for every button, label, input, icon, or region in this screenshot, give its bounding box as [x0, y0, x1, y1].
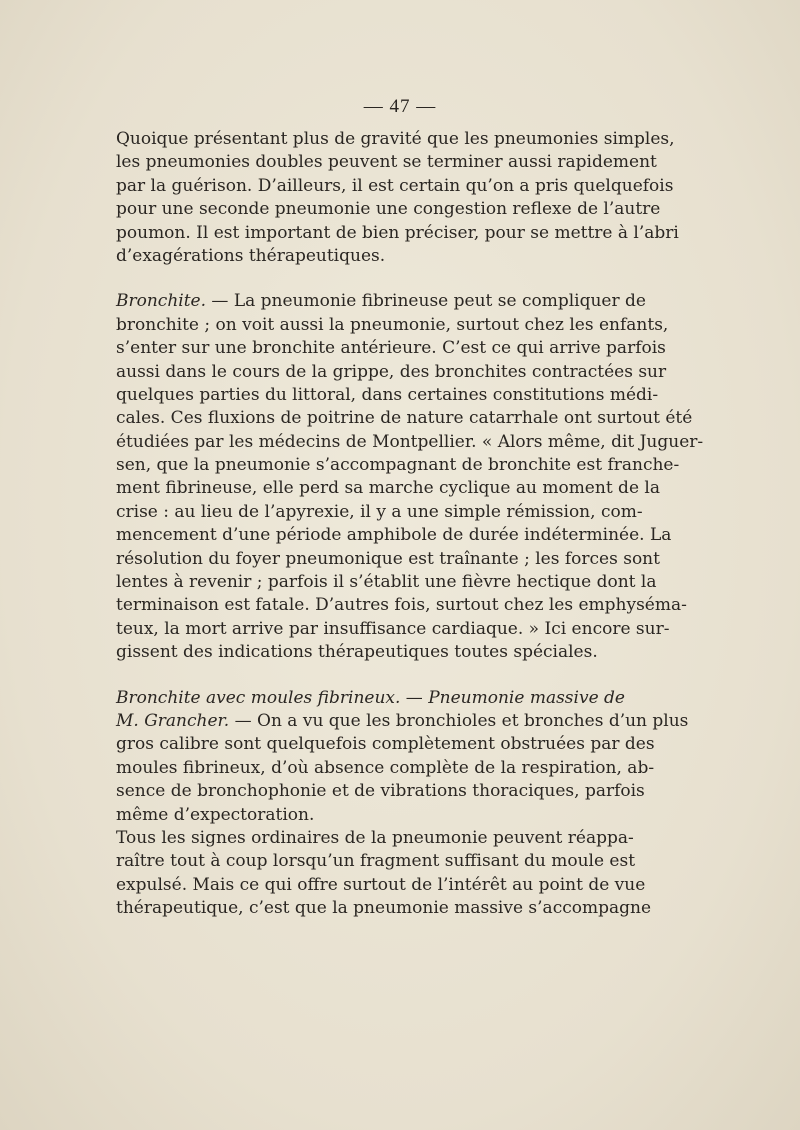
text-line: bronchite ; on voit aussi la pneumonie, surtout chez les enfants, — [116, 314, 669, 335]
text-line: terminaison est fatale. D’autres fois, surtout chez les emphyséma- — [116, 595, 687, 616]
text-line: sen, que la pneumonie s’accompagnant de bronchite est franche- — [116, 455, 680, 476]
text-line: pour une seconde pneumonie une congestion reflexe de l’autre — [116, 199, 661, 220]
text-run: — On a vu que les bronchioles et bronches d’un plus — [229, 710, 689, 731]
text-line: expulsé. Mais ce qui offre surtout de l’intérêt au point de vue — [116, 874, 646, 895]
text-line: quelques parties du littoral, dans certaines constitutions médi- — [116, 384, 659, 405]
paragraph-4 — [116, 827, 652, 921]
text-line: même d’expectoration. — [116, 804, 315, 825]
text-line: Tous les signes ordinaires de la pneumonie peuvent réappa- — [116, 827, 634, 848]
paragraph-3 — [116, 687, 689, 827]
text-line — [116, 687, 625, 710]
section-heading: Pneumonie massive de — [428, 687, 625, 708]
text-line: moules fibrineux, d’où absence complète de la respiration, ab- — [116, 757, 655, 778]
text-run: — — [400, 687, 429, 708]
section-heading: Bronchite avec moules fibrineux. — [116, 687, 401, 708]
text-line: résolution du foyer pneumonique est traînante ; les forces sont — [116, 548, 660, 569]
text-line: s’enter sur une bronchite antérieure. C’est ce qui arrive parfois — [116, 338, 666, 359]
page-number: — 47 — — [363, 96, 437, 117]
text-line: cales. Ces fluxions de poitrine de nature catarrhale ont surtout été — [116, 408, 693, 429]
text-line: poumon. Il est important de bien préciser, pour se mettre à l’abri — [116, 222, 679, 243]
section-heading: M. Grancher. — [116, 710, 230, 731]
text-line: crise : au lieu de l’apyrexie, il y a une simple rémission, com- — [116, 501, 643, 522]
body-text — [116, 128, 704, 921]
paragraph-1 — [116, 128, 679, 268]
text-line: lentes à revenir ; parfois il s’établit une fièvre hectique dont la — [116, 572, 657, 593]
text-line: teux, la mort arrive par insuffisance cardiaque. » Ici encore sur- — [116, 618, 670, 639]
text-line: gros calibre sont quelquefois complètement obstruées par des — [116, 734, 655, 755]
text-line — [116, 290, 646, 313]
text-line — [116, 710, 689, 733]
text-line: mencement d’une période amphibole de durée indéterminée. La — [116, 525, 672, 546]
text-line: d’exagérations thérapeutiques. — [116, 245, 386, 266]
text-line: gissent des indications thérapeutiques toutes spéciales. — [116, 642, 598, 663]
section-heading: Bronchite. — [116, 291, 207, 312]
text-run: — La pneumonie fibrineuse peut se compliquer de — [206, 291, 646, 312]
text-line: raître tout à coup lorsqu’un fragment suffisant du moule est — [116, 851, 636, 872]
text-line: sence de bronchophonie et de vibrations thoraciques, parfois — [116, 781, 645, 802]
text-line: aussi dans le cours de la grippe, des bronchites contractées sur — [116, 361, 667, 382]
text-line: les pneumonies doubles peuvent se terminer aussi rapidement — [116, 152, 657, 173]
text-line: thérapeutique, c’est que la pneumonie massive s’accompagne — [116, 898, 652, 919]
text-line: étudiées par les médecins de Montpellier. « Alors même, dit Juguer- — [116, 431, 704, 452]
paragraph-2 — [116, 290, 704, 664]
text-line: Quoique présentant plus de gravité que les pneumonies simples, — [116, 129, 675, 149]
text-line: ment fibrineuse, elle perd sa marche cyclique au moment de la — [116, 478, 660, 499]
text-line: par la guérison. D’ailleurs, il est certain qu’on a pris quelquefois — [116, 175, 674, 196]
